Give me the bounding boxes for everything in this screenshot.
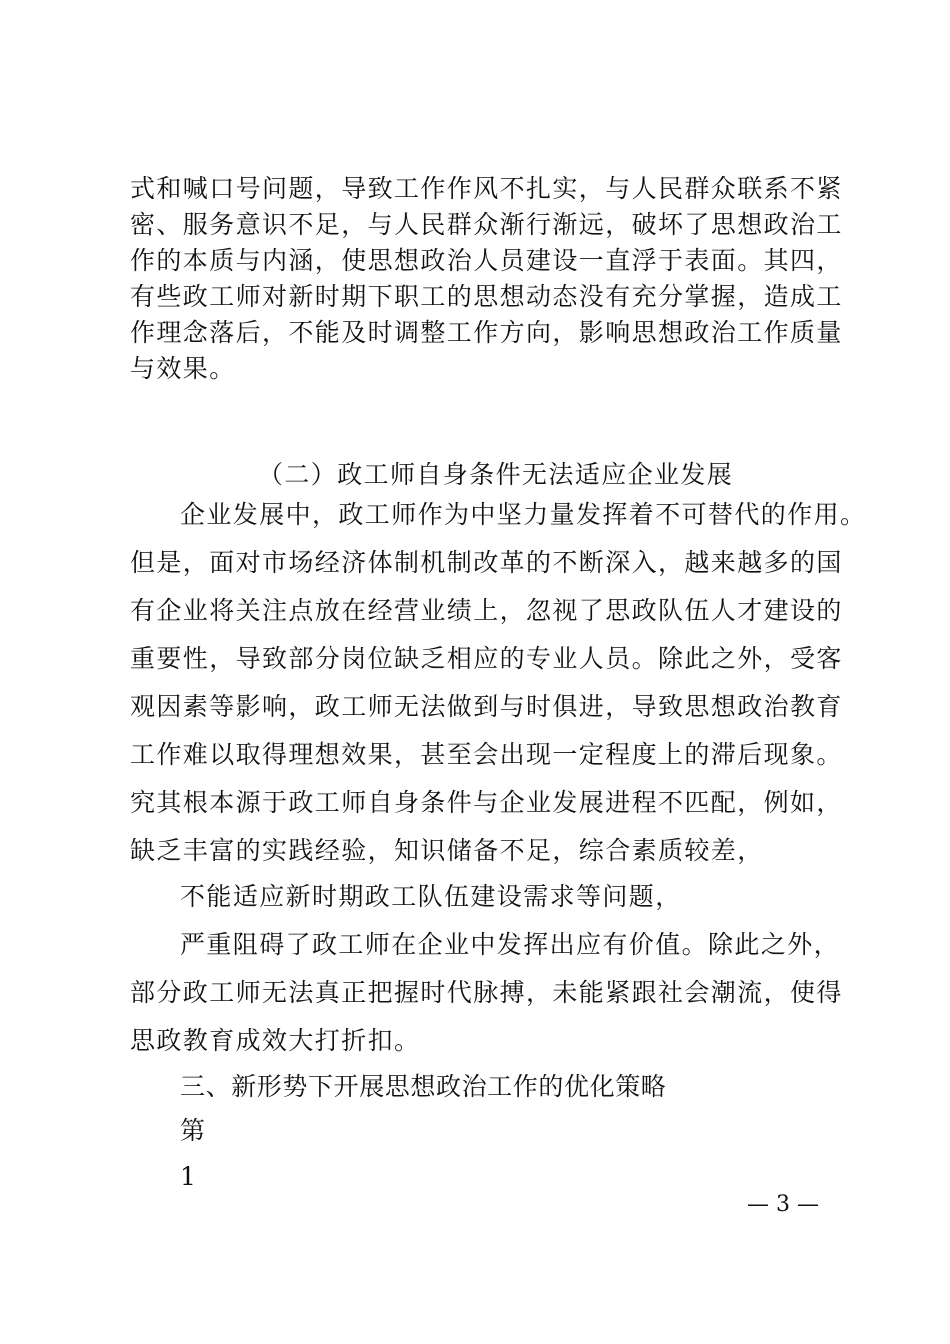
page-number: — 3 — [747,1192,819,1217]
section-subheading: （二）政工师自身条件无法适应企业发展 [258,460,734,489]
text-line: 观因素等影响，政工师无法做到与时俱进，导致思想政治教育 [130,692,843,721]
text-fragment: 1 [180,1162,198,1191]
text-line: 密、服务意识不足，与人民群众渐行渐远，破坏了思想政治工 [130,210,843,239]
text-line: 有些政工师对新时期下职工的思想动态没有充分掌握，造成工 [130,282,843,311]
text-line: 工作难以取得理想效果，甚至会出现一定程度上的滞后现象。 [130,740,843,769]
text-line: 缺乏丰富的实践经验，知识储备不足，综合素质较差， [130,836,764,865]
text-line: 部分政工师无法真正把握时代脉搏，未能紧跟社会潮流，使得 [130,978,843,1007]
section-heading: 三、新形势下开展思想政治工作的优化策略 [180,1072,667,1101]
text-line: 但是，面对市场经济体制机制改革的不断深入，越来越多的国 [130,548,843,577]
text-line: 思政教育成效大打折扣。 [130,1026,421,1055]
text-line: 重要性，导致部分岗位缺乏相应的专业人员。除此之外，受客 [130,644,843,673]
text-line: 不能适应新时期政工队伍建设需求等问题， [180,882,682,911]
text-line: 与效果。 [130,354,236,383]
text-line: 企业发展中，政工师作为中坚力量发挥着不可替代的作用。 [180,500,867,529]
text-line: 作理念落后，不能及时调整工作方向，影响思想政治工作质量 [130,318,843,347]
text-line: 严重阻碍了政工师在企业中发挥出应有价值。除此之外， [180,930,841,959]
text-line: 式和喊口号问题，导致工作作风不扎实，与人民群众联系不紧 [130,174,843,203]
text-line: 作的本质与内涵，使思想政治人员建设一直浮于表面。其四， [130,246,843,275]
text-line: 有企业将关注点放在经营业绩上，忽视了思政队伍人才建设的 [130,596,843,625]
text-fragment: 第 [180,1116,207,1145]
text-line: 究其根本源于政工师自身条件与企业发展进程不匹配，例如， [130,788,843,817]
